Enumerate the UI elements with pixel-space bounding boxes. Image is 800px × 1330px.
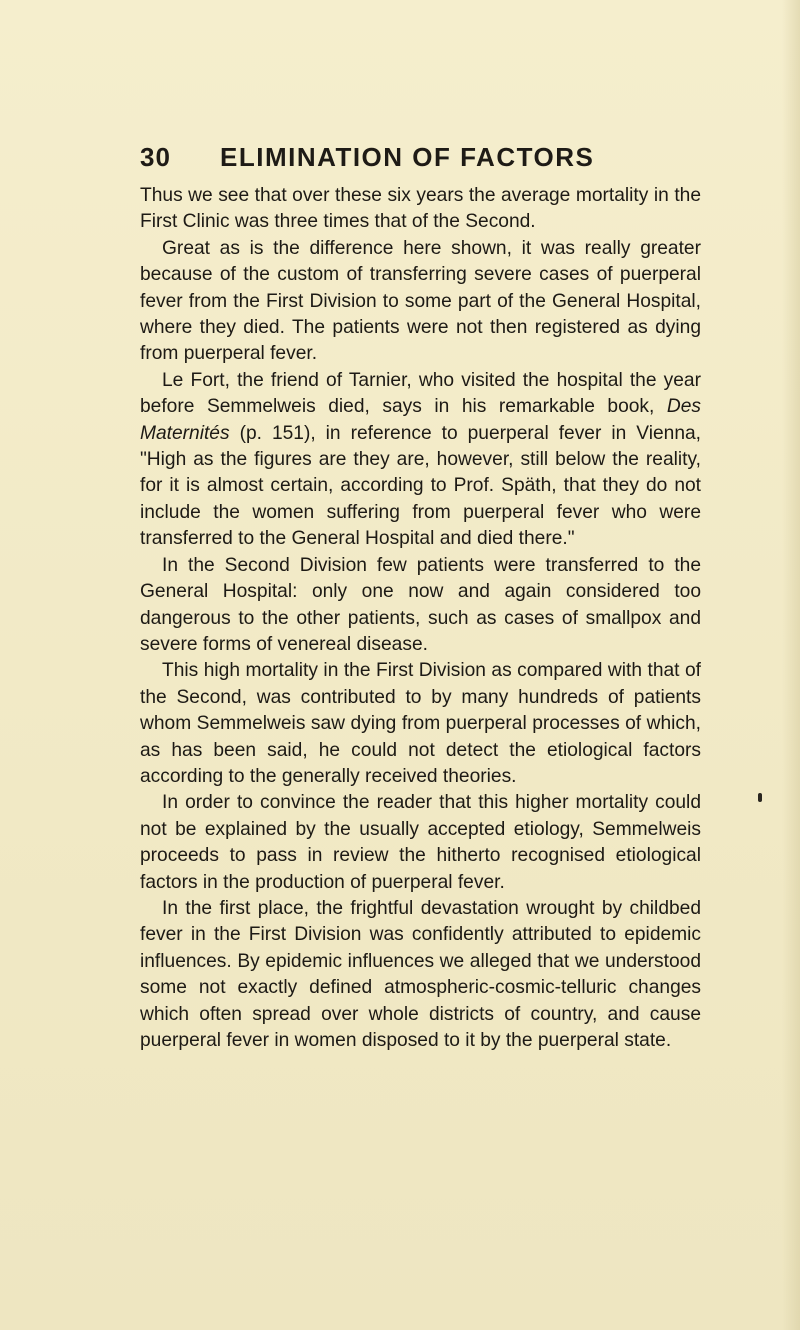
paragraph-3-before: Le Fort, the friend of Tarnier, who visited the hospital the year before Semmelweis died, says in his remarkable book,: [140, 369, 701, 418]
book-title: Des Maternités: [140, 396, 701, 444]
body-text: [140, 183, 701, 1054]
paragraph-3: [140, 368, 701, 553]
ink-speck: [758, 793, 762, 802]
paragraph-1: Thus we see that over these six years the average mortality in the First Clinic was three times that of the Second.: [140, 185, 701, 233]
paragraph-2: Great as is the difference here shown, it was really greater because of the custom of transferring severe cases of puerperal fever from the First Division to some part of the General Hospital, where they died. The patients were not then registered as dying from puerperal fever.: [140, 237, 701, 365]
paragraph-4: In the Second Division few patients were transferred to the General Hospital: only one now and again considered too dangerous to the other patients, such as cases of smallpox and severe forms of venereal disease.: [140, 554, 701, 655]
running-head: ELIMINATION OF FACTORS: [220, 142, 595, 172]
page-edge-shadow: [782, 0, 800, 1330]
page-header: [140, 140, 700, 174]
page-number: 30: [140, 142, 171, 172]
paragraph-5: This high mortality in the First Division as compared with that of the Second, was contributed to by many hundreds of patients whom Semmelweis saw dying from puerperal processes of which, as has been said, he could not detect the etiological factors according to the generally received theories.: [140, 660, 701, 787]
paragraph-3-after: (p. 151), in reference to puerperal fever in Vienna, "High as the figures are they are, however, still below the reality, for it is almost certain, according to Prof. Späth, that they do not include the women suffering from puerperal fever who were transferred to the General Hospital and died there.": [140, 422, 701, 550]
paragraph-7: In the first place, the frightful devastation wrought by childbed fever in the First Division was confidently attributed to epidemic influences. By epidemic influences we alleged that we understood some not exactly defined atmospheric-cosmic-telluric changes which often spread over whole districts of country, and cause puerperal fever in women disposed to it by the puerperal state.: [140, 897, 701, 1051]
paragraph-6: In order to convince the reader that this higher mortality could not be explained by the usually accepted etiology, Semmelweis proceeds to pass in review the hitherto recognised etiological factors in the production of puerperal fever.: [140, 792, 701, 893]
